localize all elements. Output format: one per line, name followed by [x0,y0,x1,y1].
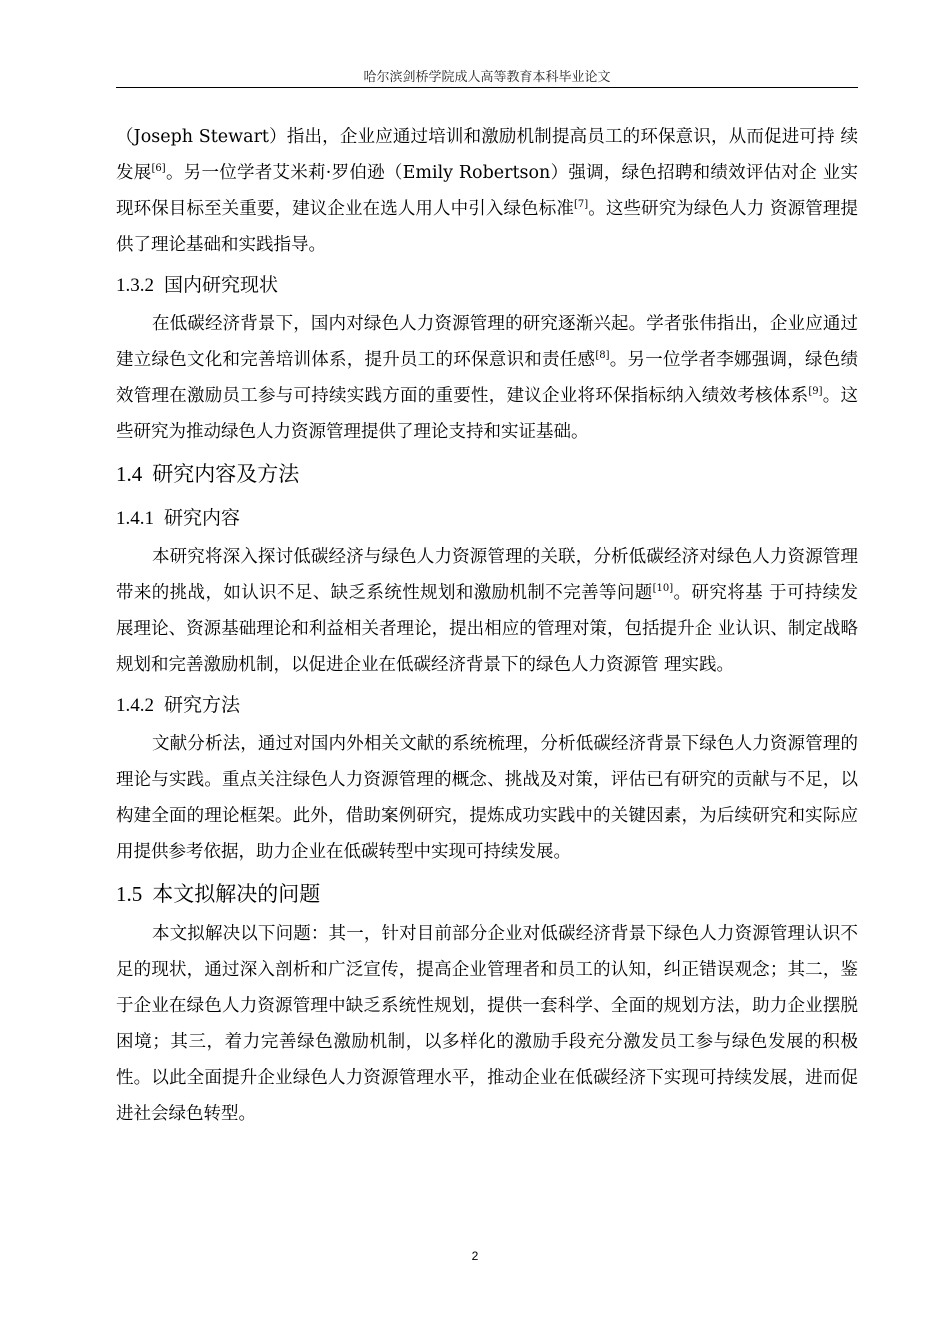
paragraph-research-method [116,726,858,870]
paragraph-research-content [116,539,858,683]
text-segment: （Joseph Stewart）指出，企业应通过培训和激励机制提高员工的环保意识，从而促进可持 续发展 [116,127,858,183]
heading-1-3-2 [116,265,858,306]
citation-ref: [10] [652,583,674,595]
paragraph-domestic-research [116,306,858,450]
text-segment: 。研究将基 于可持续发展理论、资源基础理论和利益相关者理论，提出相应的管理对策，包括提升企 业认识、制定战略规划和完善激励机制，以促进企业在低碳经济背景下的绿色人力资源管 理实践。 [116,583,859,675]
citation-ref: [9] [808,386,823,398]
section-number: 1.4.2 [116,695,154,716]
text-segment: 。另一位学者艾米莉·罗伯逊（Emily Robertson）强调，绿色招聘和绩效评估对企 业实现环保目标至关重要，建议企业在选人用人中引入绿色标准 [116,163,859,219]
section-number: 1.4.1 [116,508,154,529]
heading-1-4-2 [116,685,858,726]
section-number: 1.4 [116,462,143,486]
citation-ref: [7] [573,199,589,211]
page-number: 2 [471,1249,479,1263]
section-title: 国内研究现状 [164,274,279,296]
text-segment: 本文拟解决以下问题：其一，针对目前部分企业对低碳经济背景下绿色人力资源管理认识不足的现状，通过深入剖析和广泛宣传，提高企业管理者和员工的认知，纠正错误观念；其二，鉴于企业在绿色人力资源管理中缺乏系统性规划，提供一套科学、全面的规划方法，助力企业摆脱困境；其三，着力完善绿色激励机制，以多样化的激励手段充分激发员工参与绿色发展的积极性。以此全面提升企业绿色人力资源管理水平，推动企业在低碳经济下实现可持续发展，进而促进社会绿色转型。 [116,924,858,1124]
section-number: 1.5 [116,882,143,906]
heading-1-4-1 [116,498,858,539]
paragraph-foreign-research-cont [116,119,858,263]
heading-1-5 [116,872,858,916]
citation-ref: [8] [595,350,610,362]
section-title: 本文拟解决的问题 [152,882,321,906]
text-segment: 。另一位学者李娜强调，绿色绩效管理在激励员工参与可持续实践方面的重要性，建议企业将环保指标纳入绩效考核体系 [116,350,859,406]
text-segment: 本研究将深入探讨低碳经济与绿色人力资源管理的关联，分析低碳经济对绿色人力资源管理带来的挑战，如认识不足、缺乏系统性规划和激励机制不完善等问题 [116,547,858,603]
section-title: 研究内容及方法 [152,462,300,486]
document-body [116,119,858,1132]
text-segment: 在低碳经济背景下，国内对绿色人力资源管理的研究逐渐兴起。学者张伟指出，企业应通过建立绿色文化和完善培训体系，提升员工的环保意识和责任感 [116,314,858,370]
citation-ref: [6] [151,163,166,175]
text-segment: 。这些研究为绿色人力 资源管理提供了理论基础和实践指导。 [116,199,859,255]
section-number: 1.3.2 [116,275,154,296]
page-header: 哈尔滨剑桥学院成人高等教育本科毕业论文 [363,70,611,85]
section-title: 研究方法 [164,694,241,716]
text-segment: 文献分析法，通过对国内外相关文献的系统梳理，分析低碳经济背景下绿色人力资源管理的理论与实践。重点关注绿色人力资源管理的概念、挑战及对策，评估已有研究的贡献与不足，以构建全面的理论框架。此外，借助案例研究，提炼成功实践中的关键因素，为后续研究和实际应用提供参考依据，助力企业在低碳转型中实现可持续发展。 [116,734,858,862]
section-title: 研究内容 [164,507,241,529]
header-divider [116,87,858,88]
heading-1-4 [116,452,858,496]
paragraph-problems-addressed [116,916,858,1132]
text-segment: 。这些研究为推动绿色人力资源管理提供了理论支持和实证基础。 [116,386,859,442]
